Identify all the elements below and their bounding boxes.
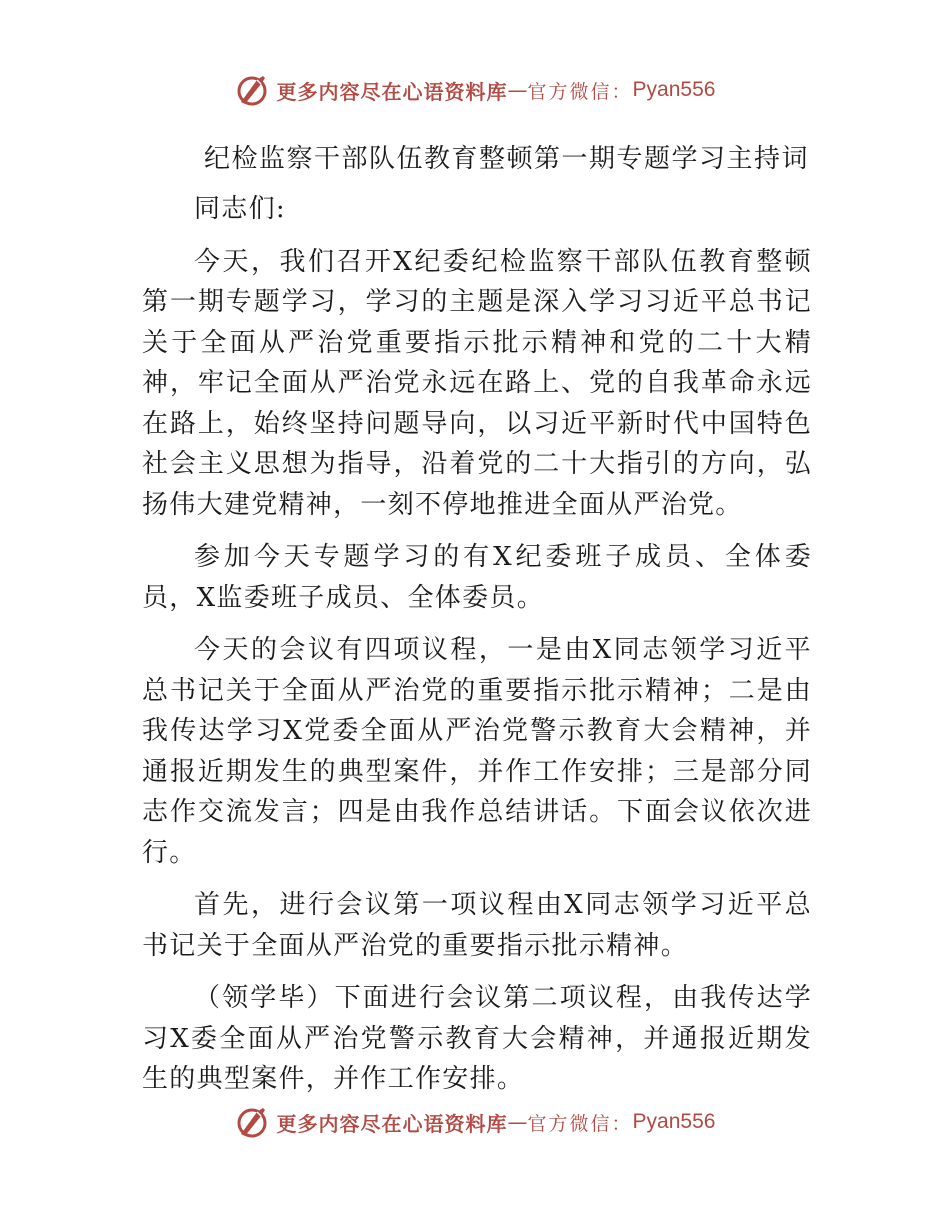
paragraph: （领学毕）下面进行会议第二项议程，由我传达学习X委全面从严治党警示教育大会精神，并通报近期发生的典型案件，并作工作安排。 [142,983,812,1094]
pen-logo-icon [235,1104,271,1140]
banner-dash: — [507,78,528,102]
banner-library-text: 更多内容尽在心语资料库 [276,1111,508,1136]
pen-logo-icon [235,72,271,108]
document-body [142,137,812,1112]
paragraph: 首先，进行会议第一项议程由X同志领学习近平总书记关于全面从严治党的重要指示批示精神。 [142,890,812,961]
paragraph: 今天的会议有四项议程，一是由X同志领学习近平总书记关于全面从严治党的重要指示批示精神；二是由我传达学习X党委全面从严治党警示教育大会精神，并通报近期发生的典型案件，并作工作安排；三是部分同志作交流发言；四是由我作总结讲话。下面会议依次进行。 [142,635,812,868]
paragraph: 参加今天专题学习的有X纪委班子成员、全体委员，X监委班子成员、全体委员。 [142,542,812,613]
banner-wechat-id: Pyan556 [632,78,716,101]
banner-wechat-label: 官方微信： [527,1112,633,1135]
banner-wechat-id: Pyan556 [632,1110,716,1133]
salutation: 同志们: [194,194,286,224]
banner-library-text: 更多内容尽在心语资料库 [276,79,508,104]
banner-dash: — [507,1110,528,1134]
banner-wechat-label: 官方微信： [527,80,633,103]
footer-watermark-banner [0,1102,950,1142]
document-title: 纪检监察干部队伍教育整顿第一期专题学习主持词 [204,144,810,174]
header-watermark-banner [0,70,950,110]
paragraph: 今天，我们召开X纪委纪检监察干部队伍教育整顿第一期专题学习，学习的主题是深入学习习近平总书记关于全面从严治党重要指示批示精神和党的二十大精神，牢记全面从严治党永远在路上、党的自我革命永远在路上，始终坚持问题导向，以习近平新时代中国特色社会主义思想为指导，沿着党的二十大指引的方向，弘扬伟大建党精神，一刻不停地推进全面从严治党。 [142,246,812,520]
